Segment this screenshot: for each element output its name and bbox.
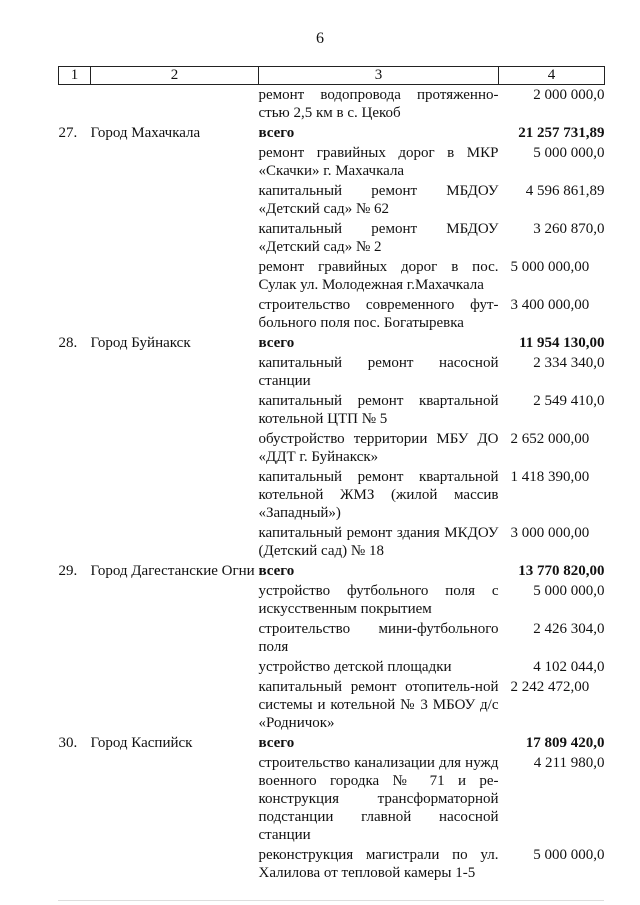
table-header	[59, 67, 605, 85]
city-name	[91, 429, 259, 467]
amount-value: 1 418 390,00	[510, 469, 590, 485]
city-name	[91, 619, 259, 657]
amount-value: 13 770 820,00	[518, 563, 605, 579]
work-description: капитальный ремонт квартальной котельной ЦТП № 5	[258, 393, 499, 427]
city-name: Город Дагестанские Огни	[90, 563, 255, 579]
amount-value: 3 000 000,00	[510, 525, 590, 541]
table-row	[59, 523, 605, 561]
page-bottom-divider	[58, 900, 604, 901]
row-number	[59, 85, 91, 124]
city-name: Город Каспийск	[90, 735, 193, 751]
city-name	[91, 295, 259, 333]
header-col-1: 1	[59, 67, 91, 85]
row-number: 28.	[58, 335, 78, 351]
header-col-2: 2	[91, 67, 259, 85]
work-description: капитальный ремонт квартальной котельной ЖМЗ (жилой массив «Западный»)	[258, 469, 499, 521]
work-description: капитальный ремонт здания МКДОУ (Детский сад) № 18	[258, 525, 499, 559]
header-row	[59, 67, 605, 85]
table-row	[59, 391, 605, 429]
city-name	[91, 143, 259, 181]
city-name	[91, 753, 259, 845]
row-number	[59, 257, 91, 295]
amount-value: 2 334 340,0	[533, 355, 605, 371]
table-row	[59, 619, 605, 657]
city-name	[91, 353, 259, 391]
amount-value: 21 257 731,89	[518, 125, 605, 141]
amount-value: 3 260 870,0	[533, 221, 605, 237]
work-description: всего	[258, 125, 295, 141]
header-col-3: 3	[259, 67, 499, 85]
city-name	[91, 845, 259, 883]
table-row	[59, 429, 605, 467]
amount-value: 3 400 000,00	[510, 297, 590, 313]
funding-table	[58, 66, 605, 883]
table-row-total	[59, 733, 605, 753]
work-description: всего	[258, 735, 295, 751]
table-row	[59, 143, 605, 181]
row-number	[59, 581, 91, 619]
work-description: ремонт водопровода протяженно-стью 2,5 км в с. Цекоб	[258, 87, 499, 121]
city-name	[91, 219, 259, 257]
table-row	[59, 657, 605, 677]
row-number: 27.	[58, 125, 78, 141]
row-number	[59, 295, 91, 333]
city-name	[91, 523, 259, 561]
table-row	[59, 219, 605, 257]
work-description: всего	[258, 563, 295, 579]
table-row	[59, 181, 605, 219]
work-description: капитальный ремонт насосной станции	[258, 355, 499, 389]
work-description: капитальный ремонт МБДОУ «Детский сад» № 62	[258, 183, 499, 217]
row-number	[59, 391, 91, 429]
city-name: Город Махачкала	[90, 125, 201, 141]
work-description: ремонт гравийных дорог в МКР «Скачки» г. Махачкала	[258, 145, 499, 179]
city-name	[91, 677, 259, 733]
city-name	[91, 257, 259, 295]
table-row	[59, 295, 605, 333]
amount-value: 5 000 000,0	[533, 583, 605, 599]
amount-value: 2 000 000,0	[533, 87, 605, 103]
row-number	[59, 619, 91, 657]
work-description: строительство мини-футбольного поля	[258, 621, 499, 655]
table-row-total	[59, 561, 605, 581]
row-number	[59, 143, 91, 181]
row-number	[59, 753, 91, 845]
city-name	[91, 467, 259, 523]
work-description: строительство канализации для нужд военного городка № 71 и ре-конструкция трансформаторной подстанции главной насосной станции	[258, 755, 499, 843]
row-number	[59, 845, 91, 883]
table-row	[59, 581, 605, 619]
table-row	[59, 845, 605, 883]
amount-value: 2 242 472,00	[510, 679, 590, 695]
work-description: капитальный ремонт отопитель-ной системы и котельной № 3 МБОУ д/с «Родничок»	[258, 679, 499, 731]
amount-value: 5 000 000,0	[533, 847, 605, 863]
row-number	[59, 523, 91, 561]
city-name	[91, 657, 259, 677]
row-number	[59, 181, 91, 219]
work-description: капитальный ремонт МБДОУ «Детский сад» № 2	[258, 221, 499, 255]
amount-value: 4 211 980,0	[533, 755, 605, 771]
amount-value: 5 000 000,0	[533, 145, 605, 161]
amount-value: 17 809 420,0	[525, 735, 605, 751]
page-number: 6	[316, 30, 324, 47]
row-number	[59, 677, 91, 733]
row-number	[59, 657, 91, 677]
work-description: ремонт гравийных дорог в пос. Сулак ул. Молодежная г.Махачкала	[258, 259, 499, 293]
row-number	[59, 219, 91, 257]
amount-value: 11 954 130,00	[519, 335, 605, 351]
row-number	[59, 353, 91, 391]
header-col-4: 4	[499, 67, 605, 85]
row-number: 30.	[58, 735, 78, 751]
table-row	[59, 257, 605, 295]
table-row-total	[59, 123, 605, 143]
row-number	[59, 467, 91, 523]
amount-value: 2 652 000,00	[510, 431, 590, 447]
work-description: устройство детской площадки	[258, 659, 452, 675]
work-description: устройство футбольного поля с искусственным покрытием	[258, 583, 499, 617]
amount-value: 4 596 861,89	[525, 183, 605, 199]
table-row	[59, 353, 605, 391]
work-description: обустройство территории МБУ ДО «ДДТ г. Буйнакск»	[258, 431, 499, 465]
work-description: всего	[258, 335, 295, 351]
work-description: строительство современного фут-больного поля пос. Богатыревка	[258, 297, 499, 331]
amount-value: 4 102 044,0	[533, 659, 605, 675]
work-description: реконструкция магистрали по ул. Халилова от тепловой камеры 1-5	[258, 847, 499, 881]
city-name	[91, 391, 259, 429]
city-name: Город Буйнакск	[90, 335, 191, 351]
city-name	[91, 181, 259, 219]
table-row-total	[59, 333, 605, 353]
city-name	[91, 581, 259, 619]
table-body	[59, 85, 605, 884]
table-row	[59, 467, 605, 523]
amount-value: 2 549 410,0	[533, 393, 605, 409]
amount-value: 2 426 304,0	[533, 621, 605, 637]
table-row	[59, 677, 605, 733]
row-number: 29.	[58, 563, 78, 579]
table-row	[59, 85, 605, 124]
table-row	[59, 753, 605, 845]
amount-value: 5 000 000,00	[510, 259, 590, 275]
row-number	[59, 429, 91, 467]
city-name	[91, 85, 259, 124]
